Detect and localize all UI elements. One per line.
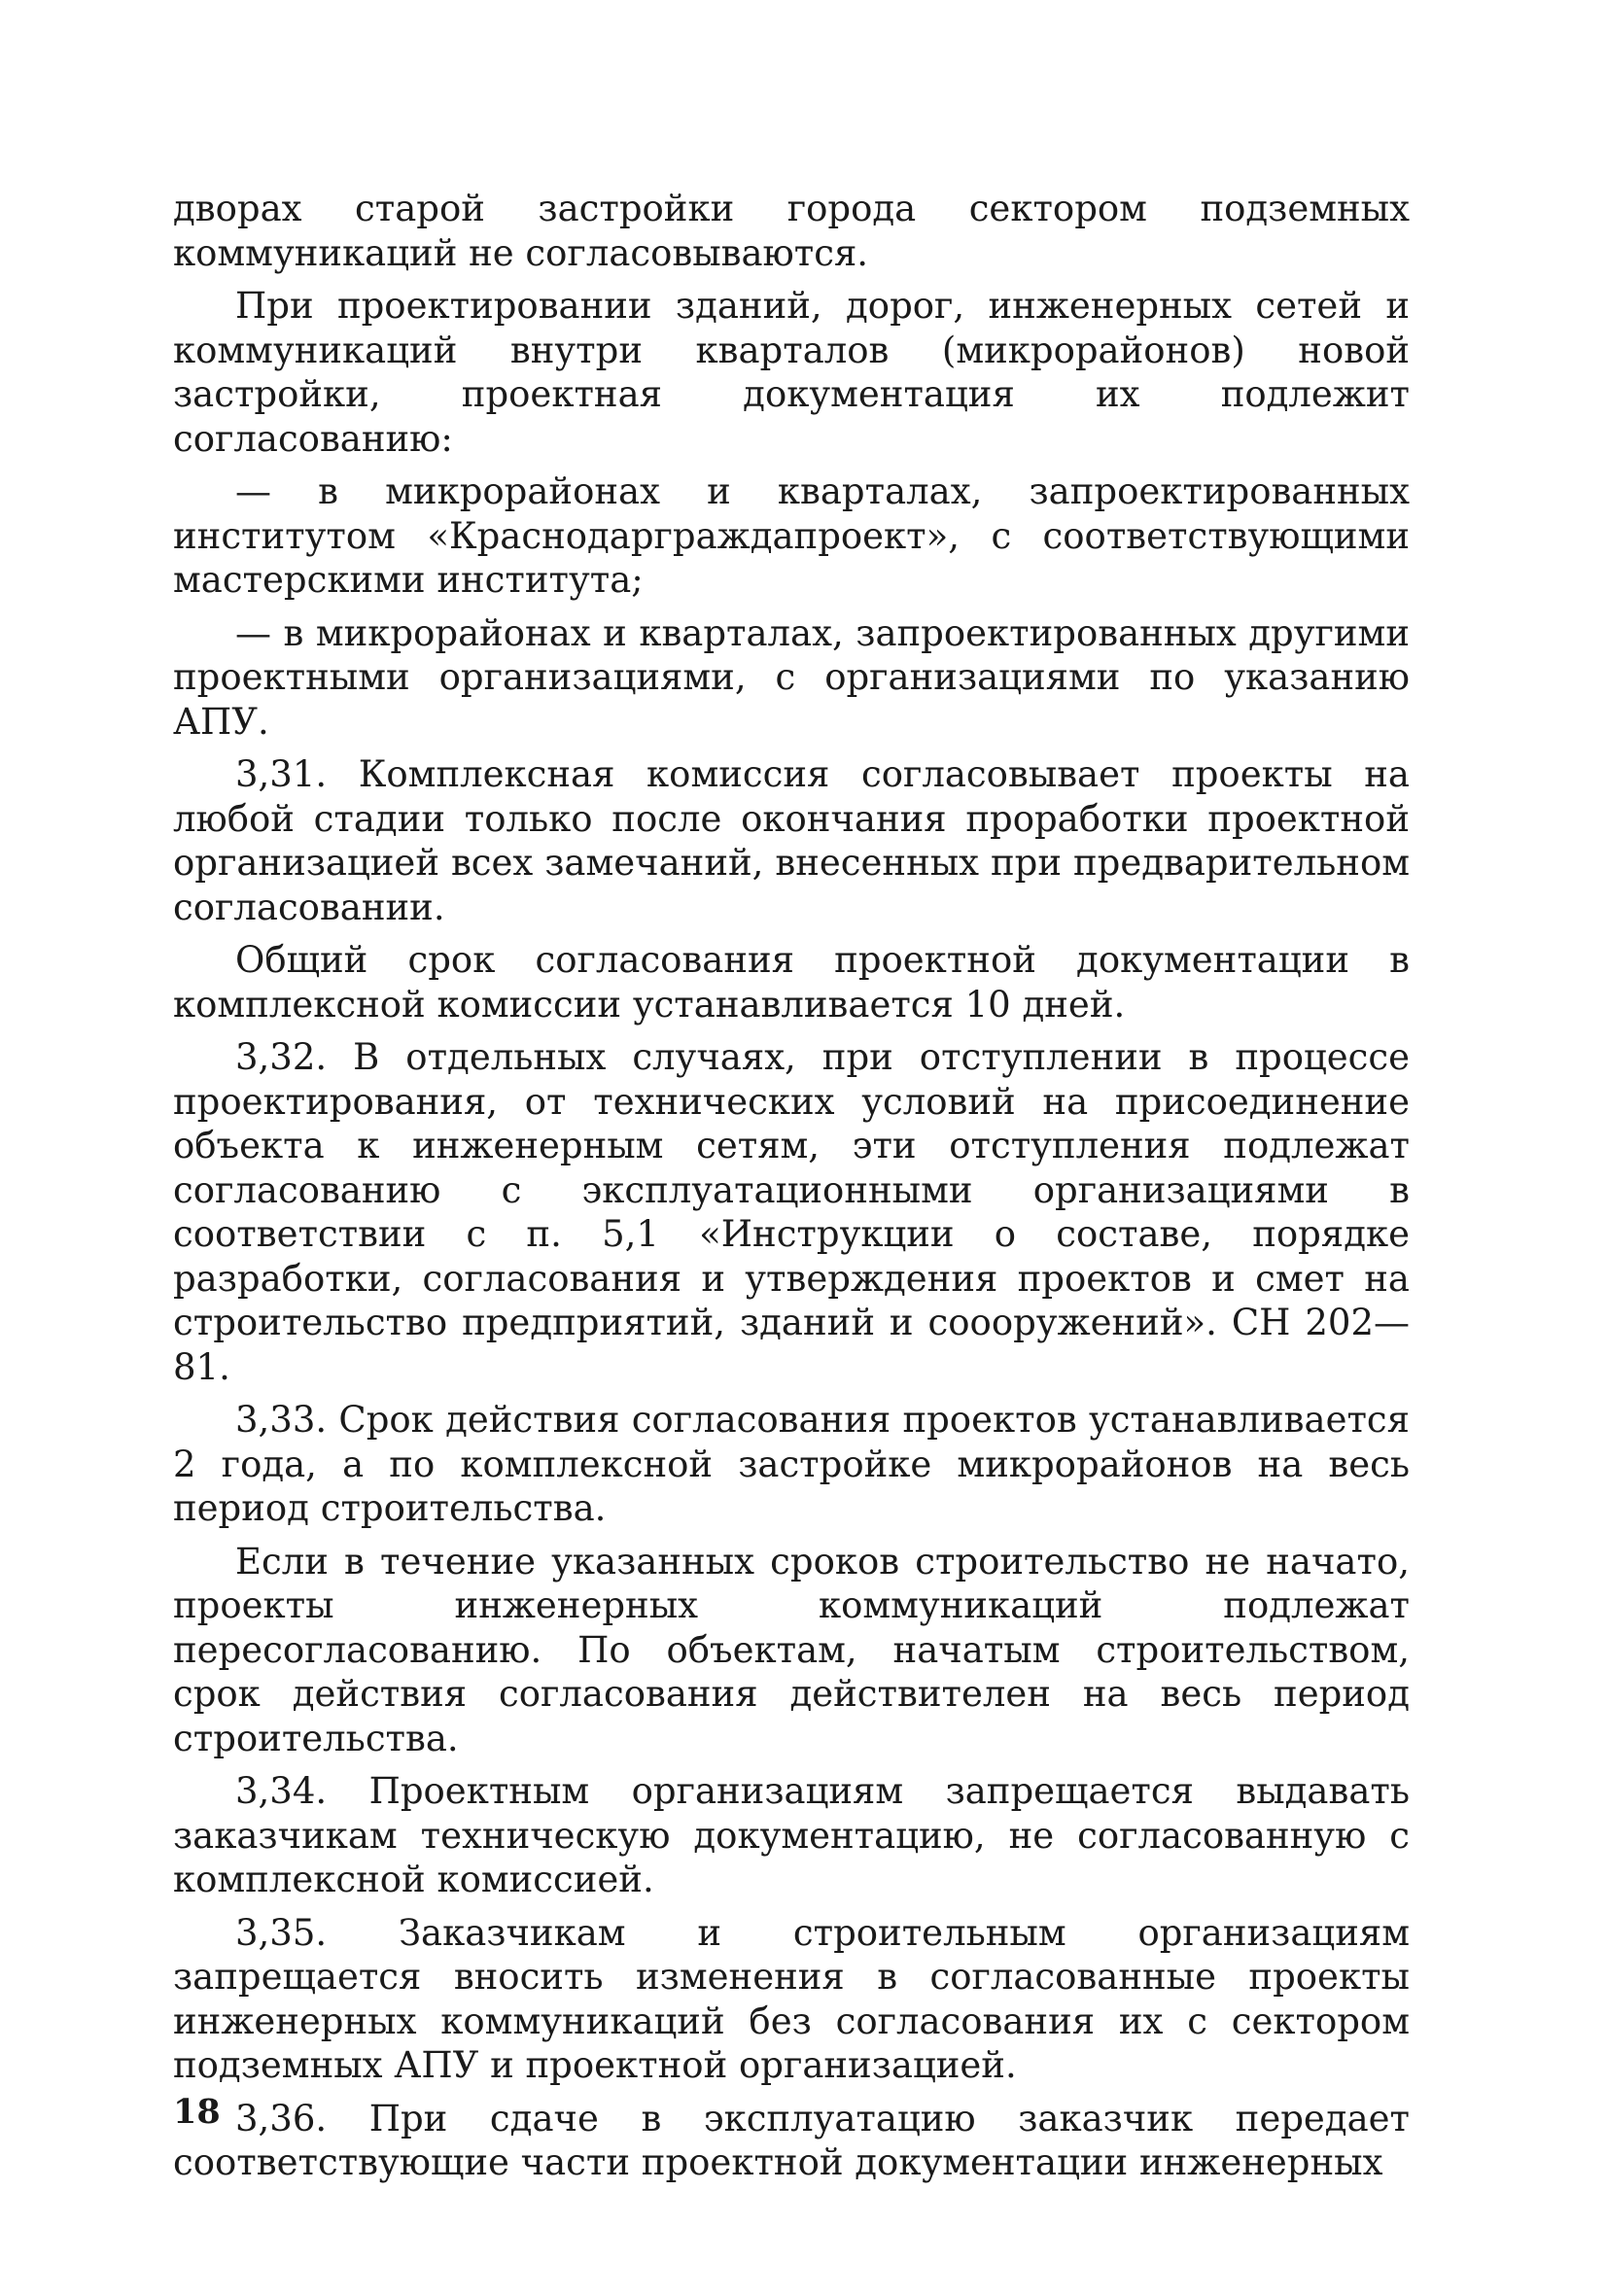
paragraph: При проектировании зданий, дорог, инженерных сетей и коммуникаций внутри кварталов (микрорайонов) новой застройки, проектная документация их подлежит согласованию: bbox=[173, 285, 1410, 460]
paragraph: 3,31. Комплексная комиссия согласовывает проекты на любой стадии только после окончания проработки проектной организацией всех замечаний, внесенных при предварительном согласовании. bbox=[173, 753, 1410, 928]
paragraph: Общий срок согласования проектной документации в комплексной комиссии устанавливается 10 дней. bbox=[173, 939, 1410, 1026]
body-text bbox=[173, 187, 1410, 2194]
paragraph: 3,34. Проектным организациям запрещается выдавать заказчикам техническую документацию, не согласованную с комплексной комиссией. bbox=[173, 1770, 1410, 1900]
paragraph: дворах старой застройки города сектором подземных коммуникаций не согласовываются. bbox=[173, 188, 1410, 274]
paragraph: 3,36. При сдаче в эксплуатацию заказчик передает соответствующие части проектной документации инженерных bbox=[173, 2097, 1410, 2183]
paragraph: Если в течение указанных сроков строительство не начато, проекты инженерных коммуникаций подлежат пересогласованию. По объектам, начатым строительством, срок действия согласования действителен на весь период строительства. bbox=[173, 1540, 1410, 1759]
paragraph: 3,32. В отдельных случаях, при отступлении в процессе проектирования, от технических условий на присоединение объекта к инженерным сетям, эти отступления подлежат согласованию с эксплуатационными организациями в соответствии с п. 5,1 «Инструкции о составе, порядке разработки, согласования и утверждения проектов и смет на строительство предприятий, зданий и соооружений». СН 202—81. bbox=[173, 1036, 1410, 1388]
paragraph: 3,35. Заказчикам и строительным организациям запрещается вносить изменения в согласованные проекты инженерных коммуникаций без согласования их с сектором подземных АПУ и проектной организацией. bbox=[173, 1911, 1410, 2086]
paragraph: — в микрорайонах и кварталах, запроектированных другими проектными организациями, с организациями по указанию АПУ. bbox=[173, 611, 1410, 743]
paragraph: 3,33. Срок действия согласования проектов устанавливается 2 года, а по комплексной застройке микрорайонов на весь период строительства. bbox=[173, 1399, 1410, 1529]
page-number: 18 bbox=[173, 2092, 221, 2132]
paragraph: — в микрорайонах и кварталах, запроектированных институтом «Краснодарграждапроект», с соответствующими мастерскими института; bbox=[173, 470, 1410, 601]
